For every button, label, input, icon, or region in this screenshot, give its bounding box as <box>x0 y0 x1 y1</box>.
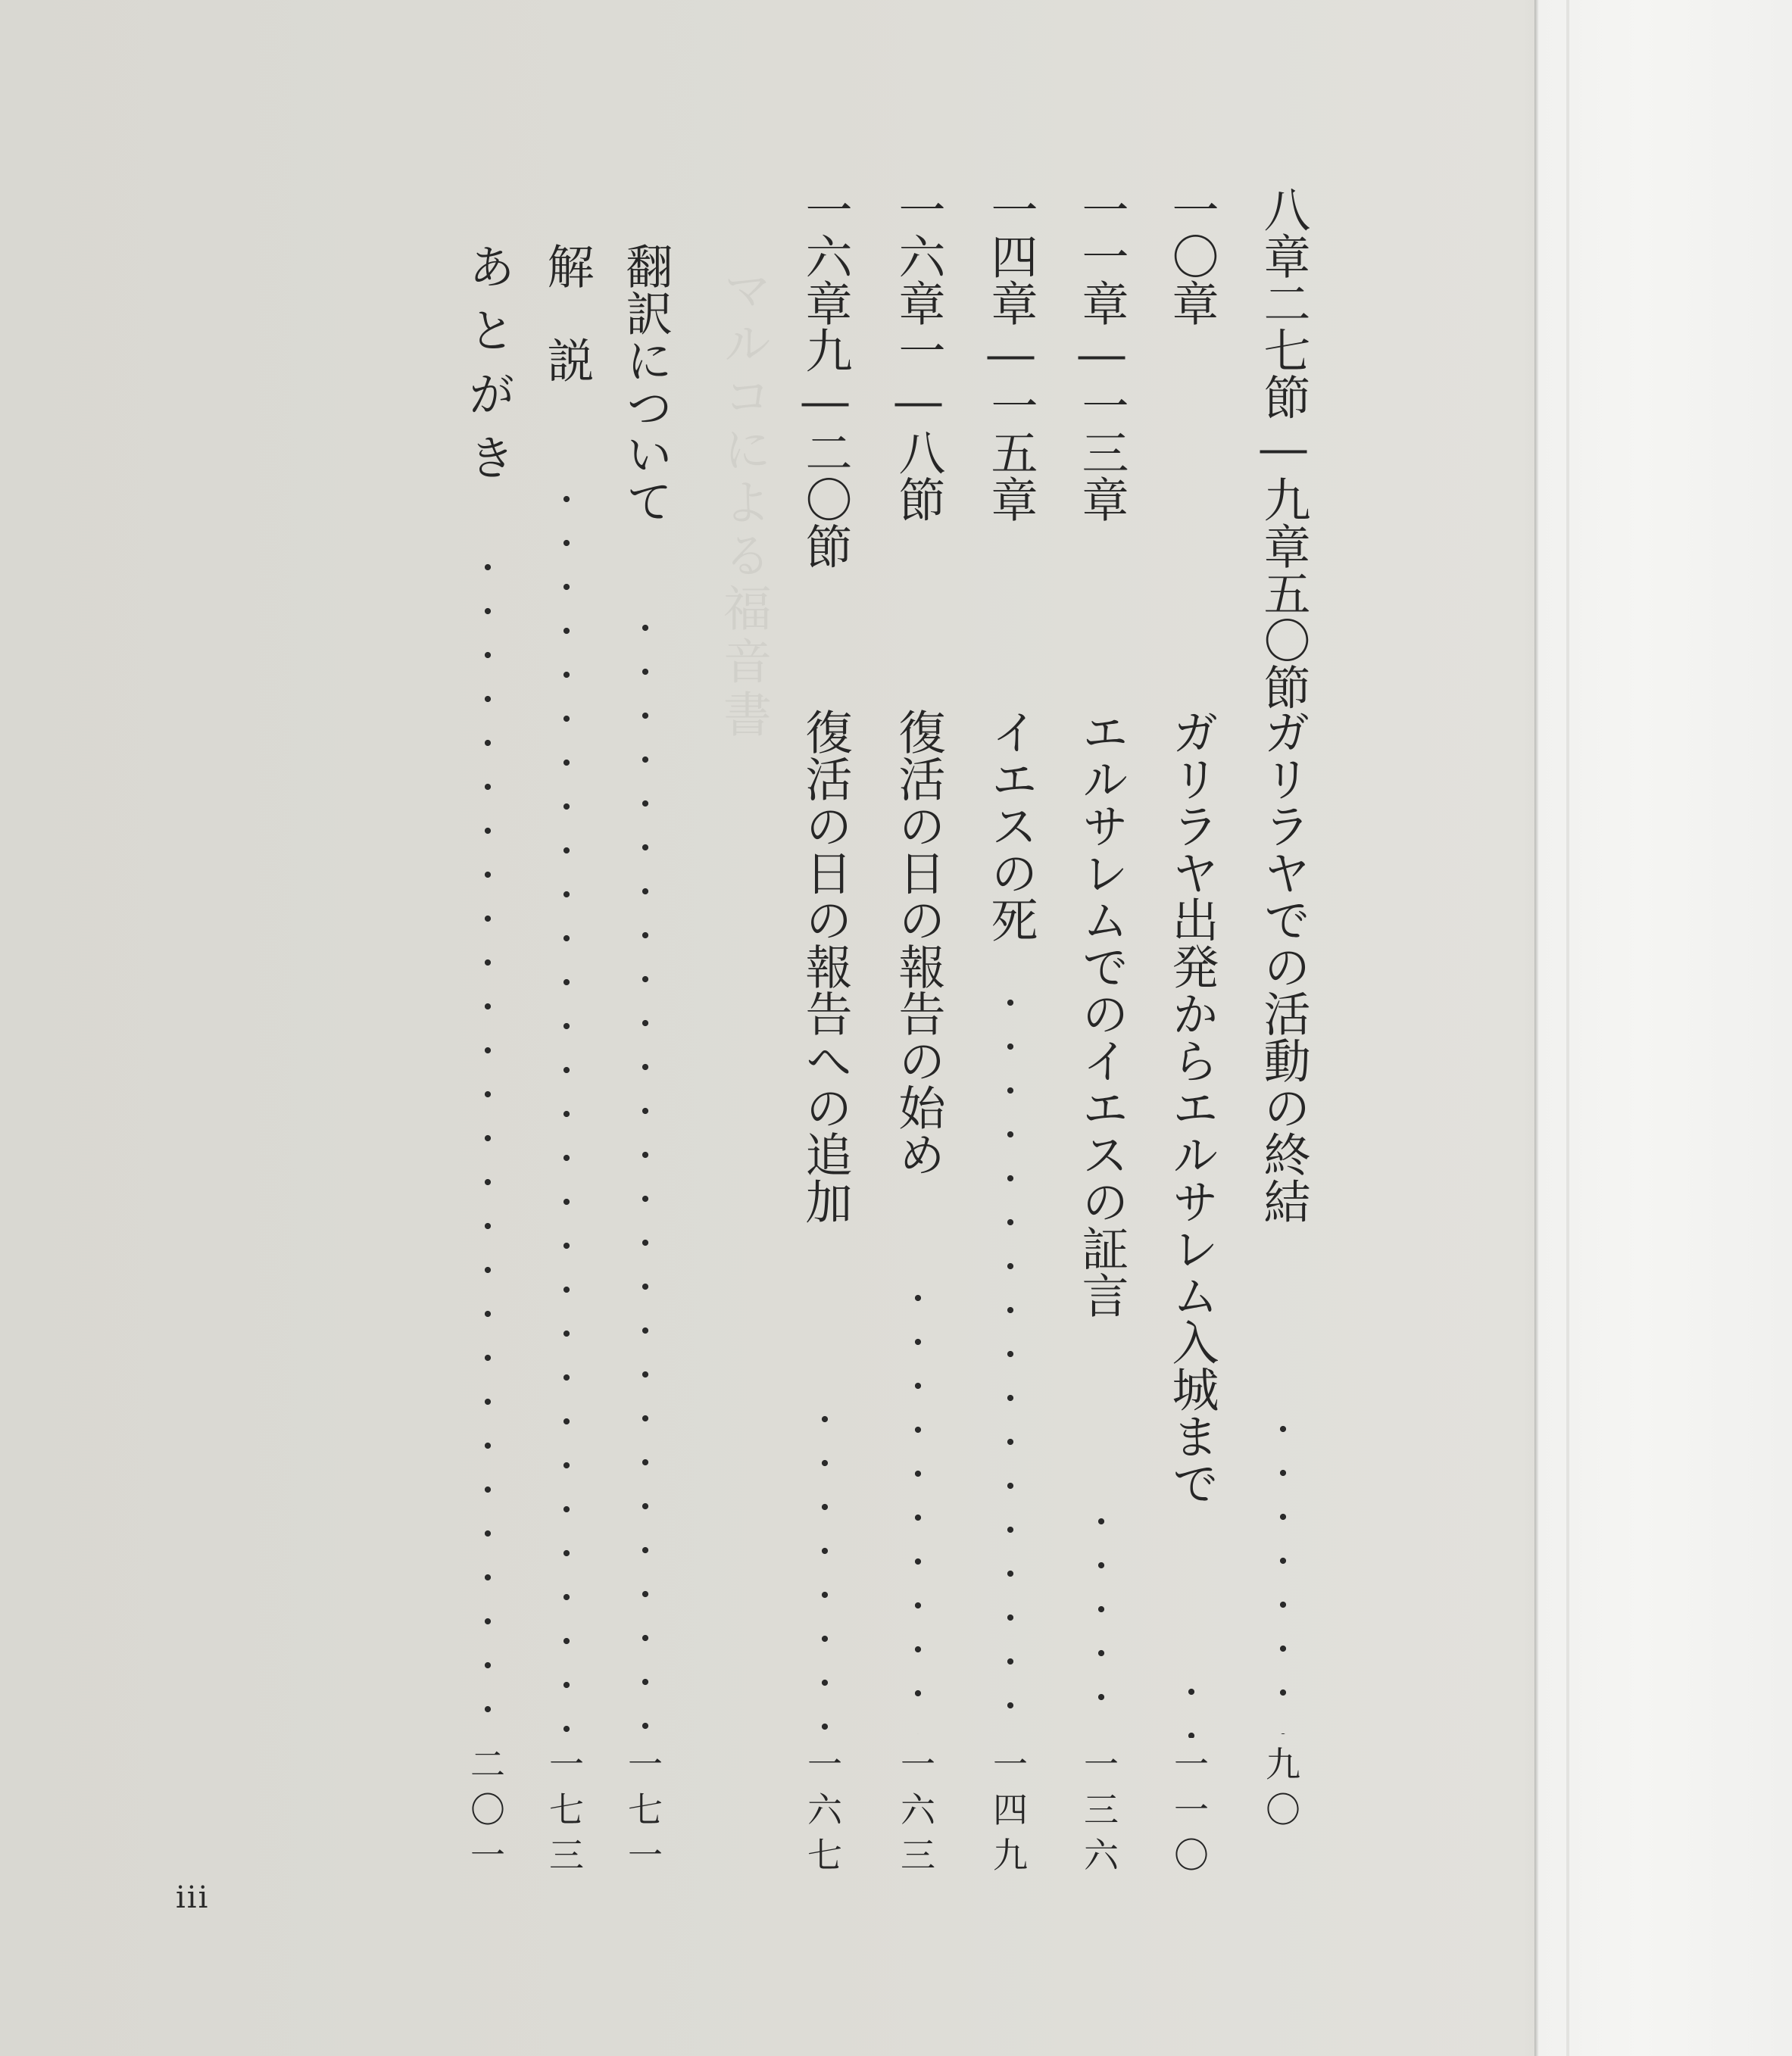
page-folio: iii <box>176 1880 210 1915</box>
toc-entry-page-number: 二〇一 <box>470 1744 505 1876</box>
toc-entry-page-number: 一六三 <box>901 1744 935 1876</box>
toc-entry-title: 解 説 <box>539 242 595 383</box>
toc-entry-heading: 一六章九―二〇節 <box>798 186 853 569</box>
toc-entry-title: エルサレムでのイエスの証言 <box>1074 708 1129 1318</box>
toc-entry-heading: 八章二七節―九章五〇節 <box>1256 186 1311 710</box>
toc-entry[interactable] <box>795 186 855 1876</box>
dot-leader <box>1098 1499 1104 1734</box>
dot-leader <box>1007 981 1013 1734</box>
toc-entry-title: ガリラヤ出発からエルサレム入城まで <box>1164 708 1219 1506</box>
toc-entry-page-number: 一四九 <box>993 1744 1028 1876</box>
facing-page-edge <box>1566 0 1569 2056</box>
toc-entry-heading: 一四章―一五章 <box>983 186 1038 523</box>
toc-entry-title: イエスの死 <box>983 708 1038 943</box>
showthrough-title: マルコによる福音書 <box>715 265 771 742</box>
toc-entry-page-number: 一六七 <box>807 1744 842 1876</box>
dot-leader <box>485 545 491 1734</box>
toc-back-matter-entry[interactable] <box>536 242 597 1876</box>
toc-entry-page-number: 一三六 <box>1084 1744 1119 1876</box>
toc-entry-page-number: 一七一 <box>628 1744 663 1876</box>
toc-entry-page-number: 九〇 <box>1266 1744 1300 1830</box>
toc-entry[interactable] <box>1071 186 1132 1876</box>
facing-page <box>1539 0 1792 2056</box>
toc-entry-heading: 一一章―一三章 <box>1074 186 1129 523</box>
toc-entry-title: 復活の日の報告の始め <box>891 708 946 1178</box>
toc-entry-heading: 一六章一―八節 <box>891 186 946 523</box>
dot-leader <box>1280 1407 1286 1734</box>
dot-leader <box>822 1397 828 1734</box>
dot-leader <box>642 606 648 1734</box>
toc-entry-page-number: 一一〇 <box>1174 1744 1209 1876</box>
toc-back-matter-entry[interactable] <box>457 242 518 1876</box>
toc-entry-title: 復活の日の報告への追加 <box>798 708 853 1225</box>
toc-entry[interactable] <box>1161 186 1222 1876</box>
toc-entry-heading: 一〇章 <box>1164 186 1219 326</box>
dot-leader <box>564 477 570 1734</box>
toc-entry-title: ガリラヤでの活動の終結 <box>1256 708 1311 1225</box>
toc-entry-page-number: 一七三 <box>549 1744 584 1876</box>
toc-entry[interactable] <box>888 186 948 1876</box>
dot-leader <box>1188 1670 1194 1738</box>
dot-leader <box>915 1276 921 1734</box>
toc-entry-title: あとがき <box>460 242 516 497</box>
toc-entry-title: 翻訳について <box>618 242 673 524</box>
toc-entry[interactable] <box>1253 186 1313 1830</box>
toc-back-matter-entry[interactable] <box>615 242 676 1876</box>
toc-entry[interactable] <box>980 186 1041 1876</box>
